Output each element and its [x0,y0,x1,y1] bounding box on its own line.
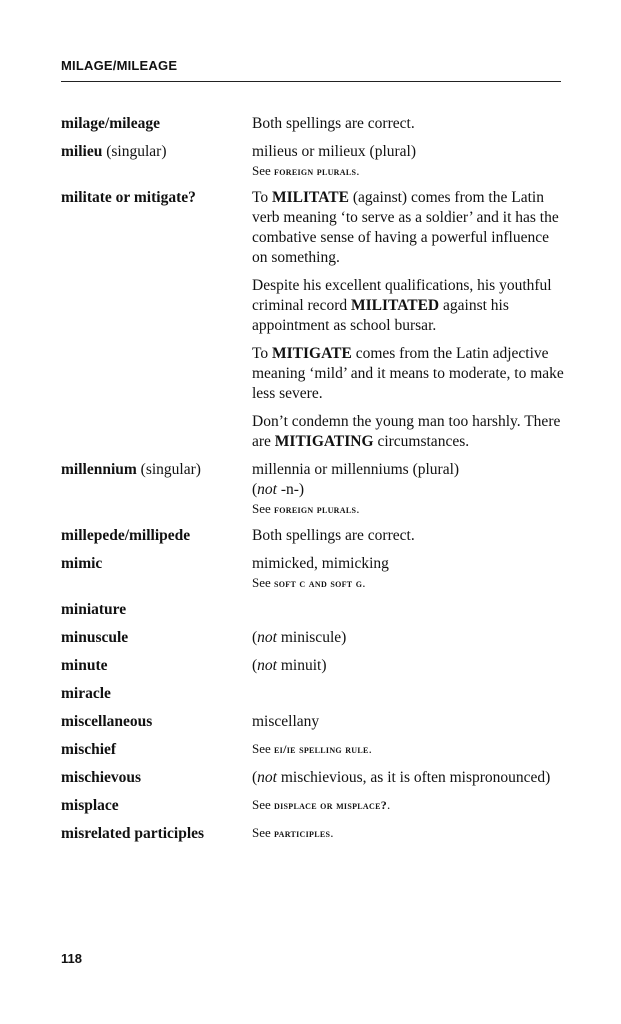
entry-term: milieu (singular) [61,143,167,160]
entry-miscellaneous [61,712,571,732]
entry-list [61,114,571,852]
entry-definition: (not mischievious, as it is often mispronounced) [252,769,551,786]
entry-definition: miscellany [252,713,320,730]
entry-definition [252,188,567,452]
entry-term: miracle [61,685,111,702]
term-note: (singular) [140,461,201,478]
entry-minuscule [61,628,571,648]
entry-militate [61,188,571,452]
paragraph-militate-example: Despite his excellent qualifications, his youthful criminal record MILITATED against his appointment as school bursar. [252,277,552,334]
entry-term: mischievous [61,769,142,786]
entry-definition: Both spellings are correct. [252,527,415,544]
entry-definition: milieus or milieux (plural) See foreign plurals. [252,142,567,180]
entry-misplace [61,796,571,816]
paragraph-militate: To MILITATE (against) comes from the Latin verb meaning ‘to serve as a soldier’ and it has the combative sense of having a powerful influence on something. [252,189,559,266]
running-header: MILAGE/MILEAGE [61,58,178,73]
entry-definition [252,824,567,844]
entry-definition [252,796,567,816]
entry-millennium [61,460,571,518]
entry-term: millepede/millipede [61,527,191,544]
paragraph-mitigate: To MITIGATE comes from the Latin adjective meaning ‘mild’ and it means to moderate, to make less severe. [252,345,564,402]
entry-definition [252,684,567,704]
entry-definition: (not minuit) [252,657,327,674]
entry-mimic [61,554,571,592]
entry-term: mischief [61,741,117,758]
entry-definition: (not miniscule) [252,629,347,646]
entry-milage [61,114,571,134]
page-number: 118 [61,951,82,966]
entry-term: misrelated participles [61,825,205,842]
entry-definition: Both spellings are correct. [252,115,415,132]
entry-term: misplace [61,797,119,814]
see-reference: See foreign plurals. [252,163,360,178]
entry-miniature [61,600,571,620]
entry-term: mimic [61,555,103,572]
term-note: (singular) [106,143,167,160]
entry-term: militate or mitigate? [61,189,196,206]
see-reference: See soft c and soft g. [252,575,366,590]
entry-milieu [61,142,571,180]
entry-term: milage/mileage [61,115,160,132]
entry-definition: mimicked, mimicking See soft c and soft g. [252,554,567,592]
entry-minute [61,656,571,676]
see-reference: See ei/ie spelling rule. [252,741,372,756]
see-reference: See displace or misplace?. [252,797,391,812]
entry-miracle [61,684,571,704]
entry-term: millennium (singular) [61,461,201,478]
entry-definition [252,600,567,620]
entry-millepede [61,526,571,546]
entry-misrelated-participles [61,824,571,844]
entry-definition [252,740,567,760]
paragraph-mitigate-example: Don’t condemn the young man too harshly. There are MITIGATING circumstances. [252,413,561,450]
entry-mischief [61,740,571,760]
entry-term: miniature [61,601,127,618]
entry-definition: millennia or millenniums (plural) (not -n-) See foreign plurals. [252,460,567,518]
entry-term: minuscule [61,629,129,646]
entry-term: miscellaneous [61,713,153,730]
header-rule [61,81,561,82]
entry-mischievous [61,768,571,788]
see-reference: See participles. [252,825,334,840]
entry-term: minute [61,657,108,674]
see-reference: See foreign plurals. [252,501,360,516]
